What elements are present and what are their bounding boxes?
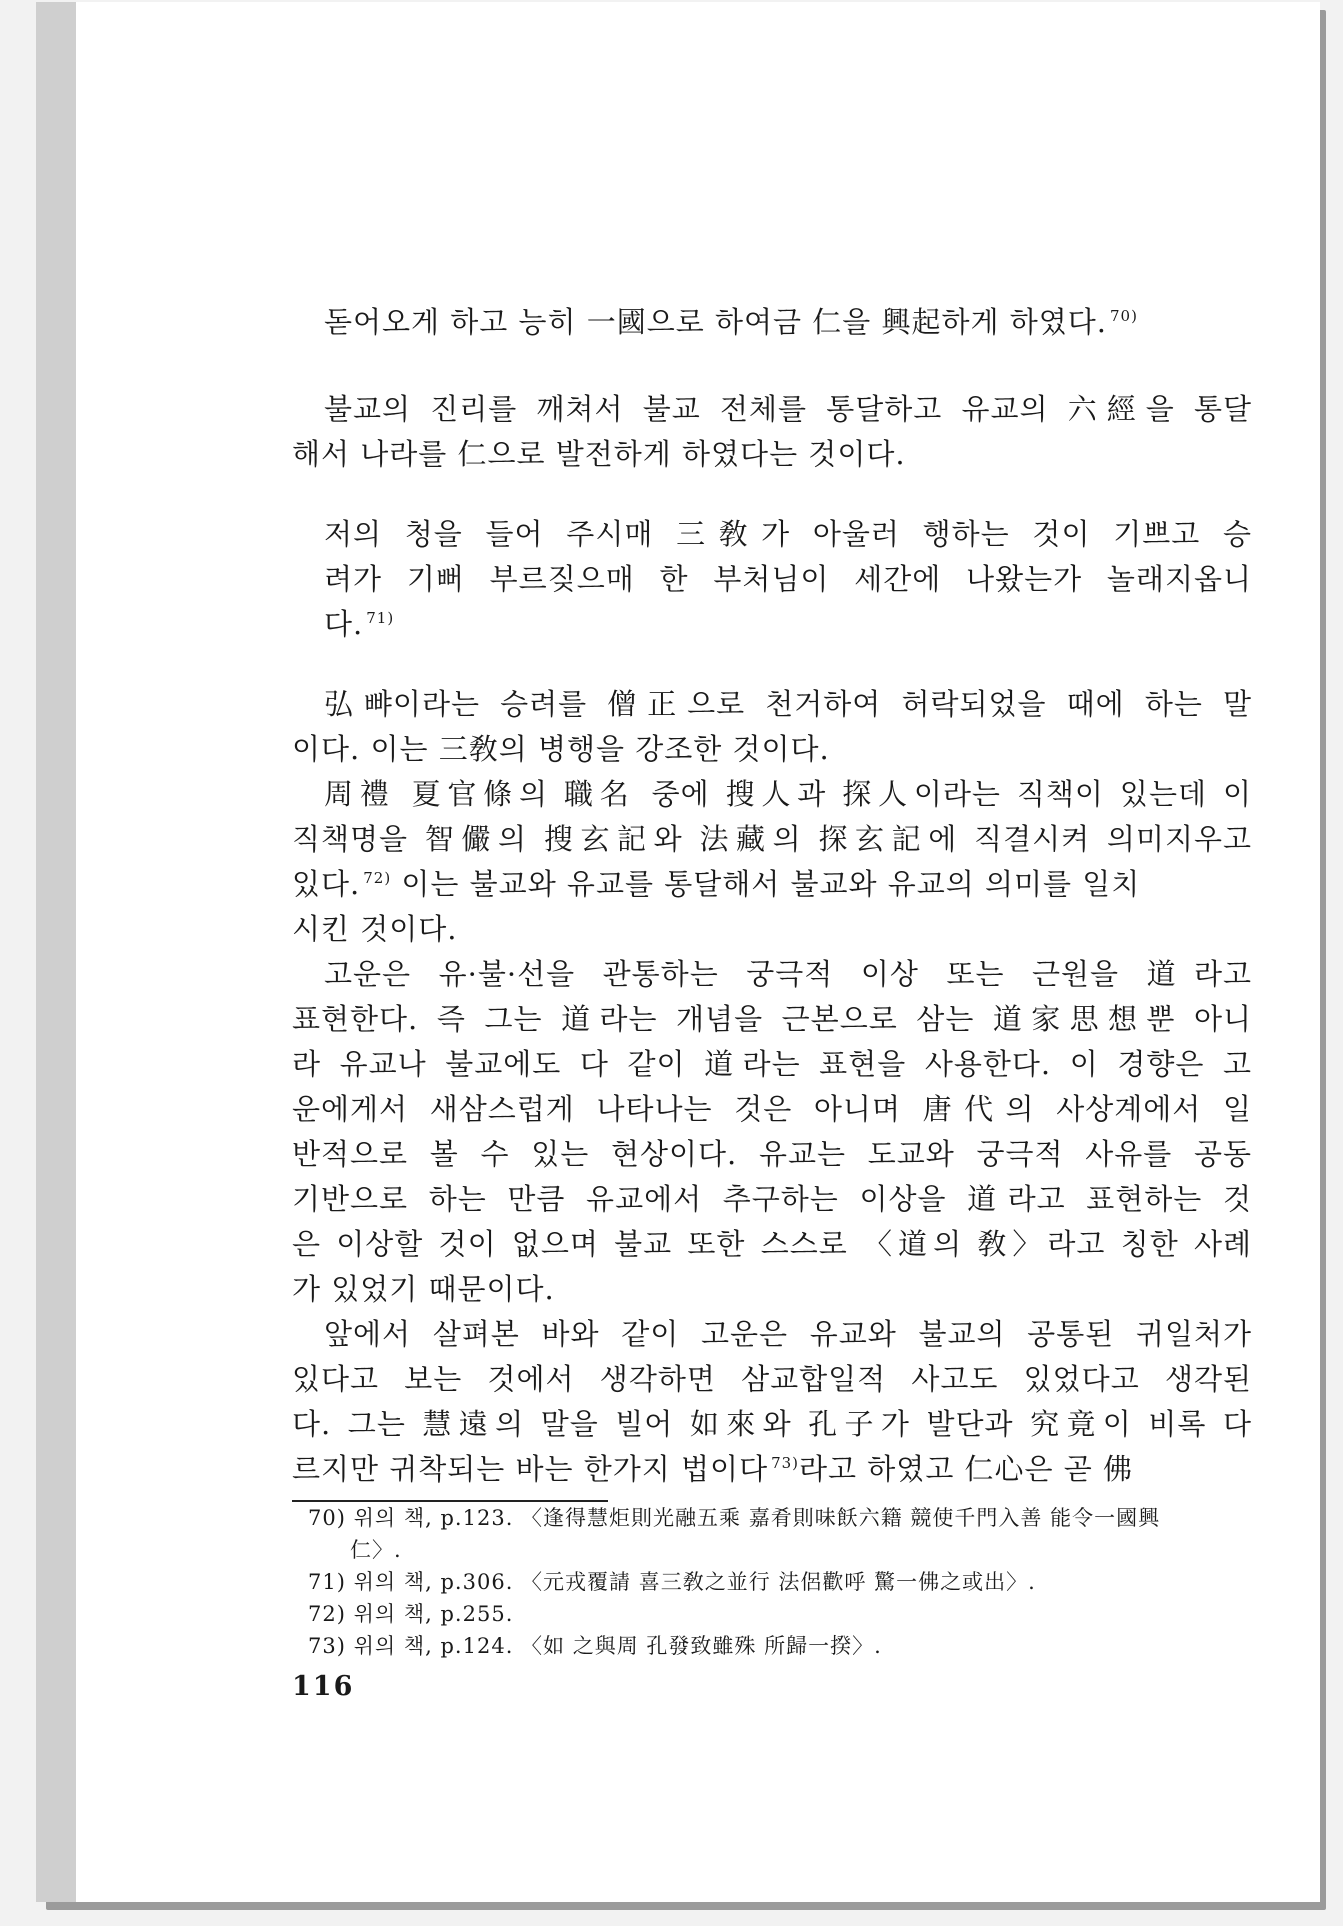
text-line xyxy=(292,1087,1252,1132)
page-number: 116 xyxy=(292,1671,355,1702)
para-line: 불교의 진리를 깨쳐서 불교 전체를 통달하고 유교의 六經을 통달 xyxy=(324,392,1252,426)
footnotes xyxy=(308,1502,1160,1662)
text-line xyxy=(324,682,1252,727)
text-line xyxy=(292,997,1252,1042)
footnote-item xyxy=(308,1566,1160,1598)
para-line: 르지만 귀착되는 바는 한가지 법이다 xyxy=(292,1452,769,1486)
text-line xyxy=(324,772,1252,817)
para-line: 다. 그는 慧遠의 말을 빌어 如來와 孔子가 발단과 究竟이 비록 다 xyxy=(292,1407,1252,1441)
para-line: 이다. 이는 三敎의 병행을 강조한 것이다. xyxy=(292,732,830,766)
text-line xyxy=(324,300,1138,345)
text-line xyxy=(292,1042,1252,1087)
footnote-ref: 73) xyxy=(771,1454,800,1473)
para-line: 周禮 夏官條의 職名 중에 搜人과 探人이라는 직책이 있는데 이 xyxy=(324,777,1252,811)
footnote-text: 위의 책, p.123. 〈逢得慧炬則光融五乘 嘉肴則味飫六籍 競使千門入善 能令一國興 xyxy=(353,1506,1161,1530)
text-line xyxy=(292,1222,1252,1267)
para-line: 직책명을 智儼의 搜玄記와 法藏의 探玄記에 직결시켜 의미지우고 xyxy=(292,822,1252,856)
text-line xyxy=(292,432,906,477)
block-quote-line xyxy=(324,557,1252,602)
para-line: 있다고 보는 것에서 생각하면 삼교합일적 사고도 있었다고 생각된 xyxy=(292,1362,1252,1396)
text-line xyxy=(324,387,1252,432)
footnote-label: 72) xyxy=(308,1602,346,1626)
para-line: 가 있었기 때문이다. xyxy=(292,1272,555,1306)
text-line xyxy=(292,1402,1252,1447)
para-line: 시킨 것이다. xyxy=(292,912,458,946)
para-line: 이는 불교와 유교를 통달해서 불교와 유교의 의미를 일치 xyxy=(401,867,1141,901)
para-line: 라 유교나 불교에도 다 같이 道라는 표현을 사용한다. 이 경향은 고 xyxy=(292,1047,1252,1081)
footnote-item xyxy=(308,1502,1160,1534)
para-line: 운에게서 새삼스럽게 나타나는 것은 아니며 唐代의 사상계에서 일 xyxy=(292,1092,1252,1126)
text-line xyxy=(292,1177,1252,1222)
footnote-text: 위의 책, p.306. 〈元戎覆請 喜三敎之並行 法侶歡呼 驚一佛之或出〉. xyxy=(353,1570,1036,1594)
text-line xyxy=(292,907,458,952)
para-line: 弘뺘이라는 승려를 僧正으로 천거하여 허락되었을 때에 하는 말 xyxy=(324,687,1252,721)
footnote-label: 71) xyxy=(308,1570,346,1594)
footnote-ref: 70) xyxy=(1110,307,1138,326)
text-line xyxy=(324,1312,1252,1357)
quote-line: 다. xyxy=(324,607,364,641)
footnote-ref: 71) xyxy=(366,609,395,628)
footnote-label: 70) xyxy=(308,1506,346,1530)
footnote-ref: 72) xyxy=(363,869,392,888)
text-line xyxy=(292,817,1252,862)
para-line: 은 이상할 것이 없으며 불교 또한 스스로 〈道의 敎〉라고 칭한 사례 xyxy=(292,1227,1252,1261)
footnote-continuation: 仁〉. xyxy=(350,1538,402,1562)
footnote-text: 위의 책, p.255. xyxy=(353,1602,514,1626)
para-line: 반적으로 볼 수 있는 현상이다. 유교는 도교와 궁극적 사유를 공동 xyxy=(292,1137,1252,1171)
book-page xyxy=(36,2,1320,1902)
para-line: 기반으로 하는 만큼 유교에서 추구하는 이상을 道라고 표현하는 것 xyxy=(292,1182,1252,1216)
para-line: 표현한다. 즉 그는 道라는 개념을 근본으로 삼는 道家思想뿐 아니 xyxy=(292,1002,1252,1036)
footnote-text: 위의 책, p.124. 〈如 之與周 孔發致雖殊 所歸一揆〉. xyxy=(353,1634,882,1658)
footnote-label: 73) xyxy=(308,1634,346,1658)
block-quote-line xyxy=(324,512,1252,557)
para-line: 라고 하였고 仁心은 곧 佛 xyxy=(799,1452,1134,1486)
text-line xyxy=(292,1267,555,1312)
para-line: 있다. xyxy=(292,867,361,901)
footnote-item xyxy=(308,1630,1160,1662)
footnote-item xyxy=(308,1598,1160,1630)
footnote-item xyxy=(308,1534,1160,1566)
text-line xyxy=(292,1447,1133,1492)
text-line xyxy=(324,952,1252,997)
para-line: 앞에서 살펴본 바와 같이 고운은 유교와 불교의 공통된 귀일처가 xyxy=(324,1317,1252,1351)
text-line xyxy=(292,1132,1252,1177)
block-quote-line xyxy=(324,602,394,647)
text-line xyxy=(292,727,830,772)
top-line-text: 돋어오게 하고 능히 一國으로 하여금 仁을 興起하게 하였다. xyxy=(324,305,1108,339)
quote-line: 려가 기뻐 부르짖으매 한 부처님이 세간에 나왔는가 놀래지옵니 xyxy=(324,562,1252,596)
para-line: 고운은 유·불·선을 관통하는 궁극적 이상 또는 근원을 道라고 xyxy=(324,957,1252,991)
text-line xyxy=(292,1357,1252,1402)
quote-line: 저의 청을 들어 주시매 三敎가 아울러 행하는 것이 기쁘고 승 xyxy=(324,517,1252,551)
para-line: 해서 나라를 仁으로 발전하게 하였다는 것이다. xyxy=(292,437,906,471)
text-line xyxy=(292,862,1140,907)
